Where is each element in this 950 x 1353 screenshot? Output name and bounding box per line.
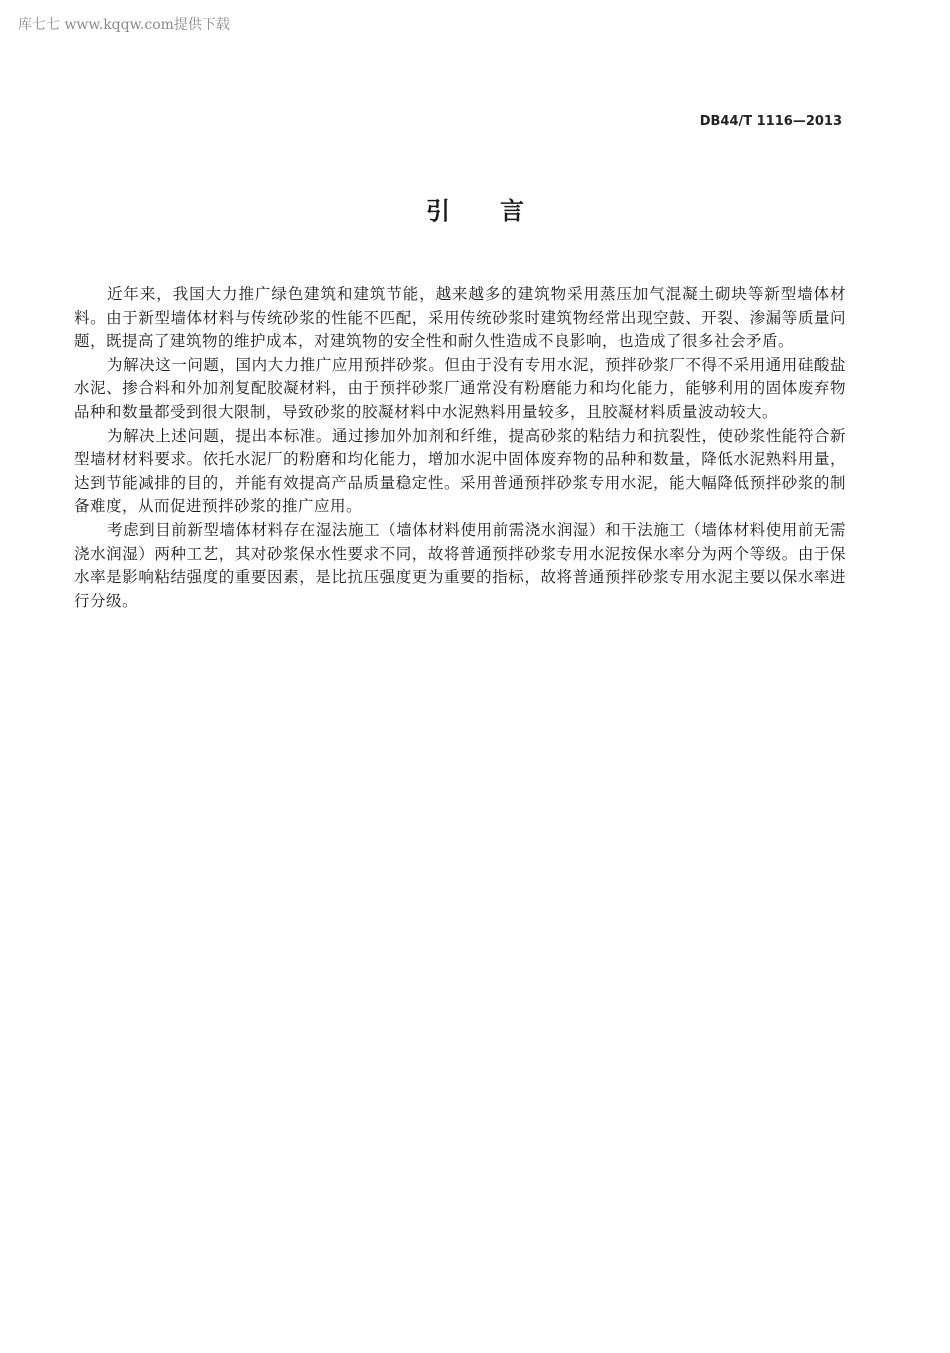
paragraph-1: 近年来，我国大力推广绿色建筑和建筑节能，越来越多的建筑物采用蒸压加气混凝土砌块等新型墙体材料。由于新型墙体材料与传统砂浆的性能不匹配，采用传统砂浆时建筑物经常出现空鼓、开裂、渗漏等质量问题，既提高了建筑物的维护成本，对建筑物的安全性和耐久性造成不良影响，也造成了很多社会矛盾。	[74, 285, 846, 351]
page-title: 引言	[426, 197, 574, 225]
watermark-text: 库七七 www.kqqw.com提供下载	[18, 17, 230, 33]
body-text	[74, 283, 846, 613]
paragraph-4: 考虑到目前新型墙体材料存在湿法施工（墙体材料使用前需浇水润湿）和干法施工（墙体材料使用前无需浇水润湿）两种工艺，其对砂浆保水性要求不同，故将普通预拌砂浆专用水泥按保水率分为两个等级。由于保水率是影响粘结强度的重要因素，是比抗压强度更为重要的指标，故将普通预拌砂浆专用水泥主要以保水率进行分级。	[74, 520, 846, 610]
document-code: DB44/T 1116—2013	[699, 114, 842, 129]
paragraph-2: 为解决这一问题，国内大力推广应用预拌砂浆。但由于没有专用水泥，预拌砂浆厂不得不采用通用硅酸盐水泥、掺合料和外加剂复配胶凝材料，由于预拌砂浆厂通常没有粉磨能力和均化能力，能够利用的固体废弃物品种和数量都受到很大限制，导致砂浆的胶凝材料中水泥熟料用量较多，且胶凝材料质量波动较大。	[74, 355, 846, 421]
paragraph-3: 为解决上述问题，提出本标准。通过掺加外加剂和纤维，提高砂浆的粘结力和抗裂性，使砂浆性能符合新型墙材材料要求。依托水泥厂的粉磨和均化能力，增加水泥中固体废弃物的品种和数量，降低水泥熟料用量，达到节能减排的目的，并能有效提高产品质量稳定性。采用普通预拌砂浆专用水泥，能大幅降低预拌砂浆的制备难度，从而促进预拌砂浆的推广应用。	[74, 426, 846, 516]
